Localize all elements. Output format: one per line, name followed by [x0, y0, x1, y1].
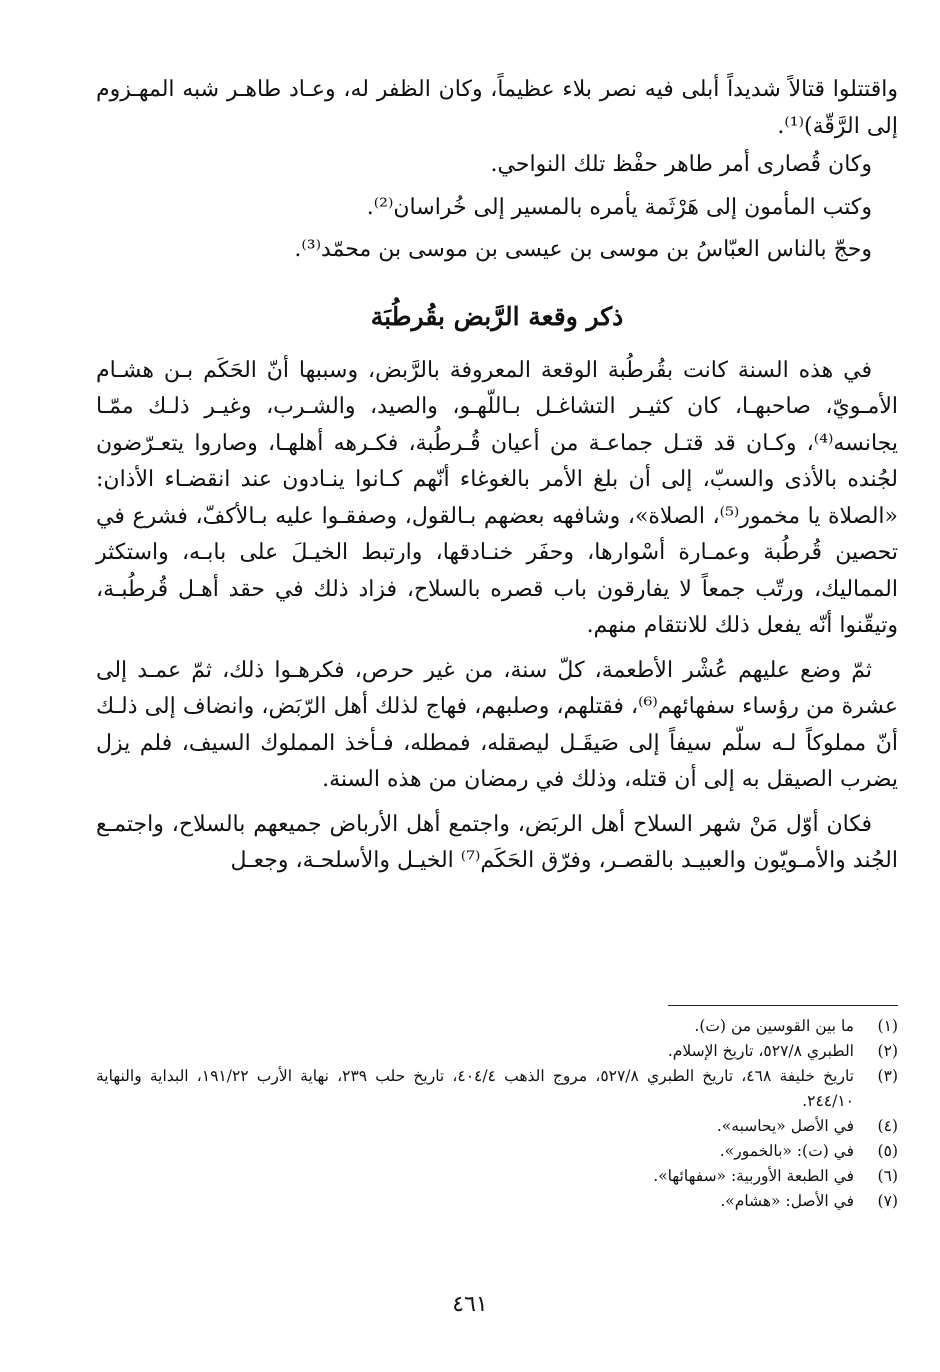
footnote-number: (٢): [877, 1042, 898, 1060]
section-paragraph-2: ثمّ وضع عليهم عُشْر الأطعمة، كلّ سنة، من غير حرص، فكرهـوا ذلك، ثمّ عمـد إلى عشرة من رؤساء سفهائهم⁽⁶⁾، فقتلهم، وصلبهم، فهاج لذلك أهل الرّبَض، وانضاف إلى ذلـك أنّ مملوكاً لـه سلّم سيفاً إلى صَيقَـل ليصقله، فمطله، فـأخذ المملوك السيف، فلم يزل يضرب الصيقل به إلى أن قتله، وذلك في رمضان من هذه السنة.: [96, 657, 899, 792]
footnote-number: (٣): [877, 1067, 898, 1085]
section-paragraph-3: فكان أوّل مَنْ شهر السلاح أهل الربَض، واجتمع أهل الأرباض جميعهم بالسلاح، واجتمـع الجُند والأمـويّون والعبيـد بالقصـر، وفرّق الحَكَم⁽⁷⁾ الخيـل والأسلحـة، وجعـل: [96, 811, 898, 873]
footnote-text: تاريخ خليفة ٤٦٨، تاريخ الطبري ٥٢٧/٨، مروج الذهب ٤٠٤/٤، تاريخ حلب ٢٣٩، نهاية الأرب ١٩١/٢٢، البداية والنهاية ٢٤٤/١٠.: [96, 1067, 854, 1110]
footnotes: [96, 1005, 898, 1214]
footnote-text: في (ت): «بالخمور».: [719, 1142, 854, 1160]
footnote: [96, 1139, 898, 1164]
footnote-number: (٥): [877, 1142, 898, 1160]
continuation-paragraph: واقتتلوا قتالاً شديداً أبلى فيه نصر بلاء عظيماً، وكان الظفر له، وعـاد طاهـر شبه المهـزوم إلى الرَّقّة)⁽¹⁾.: [96, 77, 898, 139]
footnote-divider: [668, 1005, 898, 1006]
footnote: [96, 1164, 898, 1189]
footnote-number: (٤): [877, 1117, 898, 1135]
footnote: [96, 1039, 898, 1064]
section-paragraph-1: في هذه السنة كانت بقُرطُبة الوقعة المعروفة بالرَّبض، وسببها أنّ الحَكَم بـن هشـام الأمـويّ، صاحبهـا، كان كثيـر التشاغـل بـاللّهـو، والصيد، والشـرب، وغيـر ذلـك ممّـا يجانسه⁽⁴⁾، وكـان قد قتـل جماعـة من أعيان قُـرطُبة، فكـرهه أهلهـا، وصاروا يتعـرّضون لجُنده بالأذى والسبّ، إلى أن بلغ الأمر بالغوغاء أنّهم كـانوا ينـادون عند انقضـاء الأذان: «الصلاة يا مخمور⁽⁵⁾، الصلاة»، وشافهه بعضهم بـالقول، وصفقـوا عليه بـالأكفّ، فشرع في تحصين قُرطُبة وعمـارة أسْوارها، وحفَر خنـادقها، وارتبط الخيـلَ على بابـه، واستكثر المماليك، ورتّب جمعاً لا يفارقون باب قصره بالسلاح، فزاد ذلك في حقد أهـل قُرطُبـة، وتيقّنوا أنّه يفعل ذلك للانتقام منهم.: [96, 357, 899, 638]
footnote-number: (١): [877, 1017, 898, 1035]
footnote-text: الطبري ٥٢٧/٨، تاريخ الإسلام.: [667, 1042, 854, 1060]
footnote: [96, 1189, 898, 1214]
footnote-number: (٧): [877, 1192, 898, 1210]
section-heading: ذكر وقعة الرَّبض بقُرطُبَة: [370, 301, 624, 331]
footnote: [96, 1114, 898, 1139]
footnote-text: في الأصل «يحاسبه».: [716, 1117, 854, 1135]
page-number: ٤٦١: [452, 1292, 488, 1317]
footnote-number: (٦): [877, 1167, 898, 1185]
short-paragraph-3: وحجّ بالناس العبّاسُ بن موسى بن عيسى بن موسى بن محمّد⁽³⁾.: [294, 237, 872, 262]
footnote: [96, 1064, 898, 1114]
short-paragraph-2: وكتب المأمون إلى هَرْثَمة يأمره بالمسير إلى خُراسان⁽²⁾.: [366, 194, 872, 220]
footnote-text: في الطبعة الأوربية: «سفهائها».: [653, 1167, 854, 1185]
footnote-text: في الأصل: «هشام».: [720, 1192, 854, 1210]
short-paragraph-1: وكان قُصارى أمر طاهر حفْظ تلك النواحي.: [490, 152, 872, 177]
main-text: [96, 72, 898, 880]
footnote: [96, 1014, 898, 1039]
footnote-text: ما بين القوسين من (ت).: [694, 1017, 854, 1035]
